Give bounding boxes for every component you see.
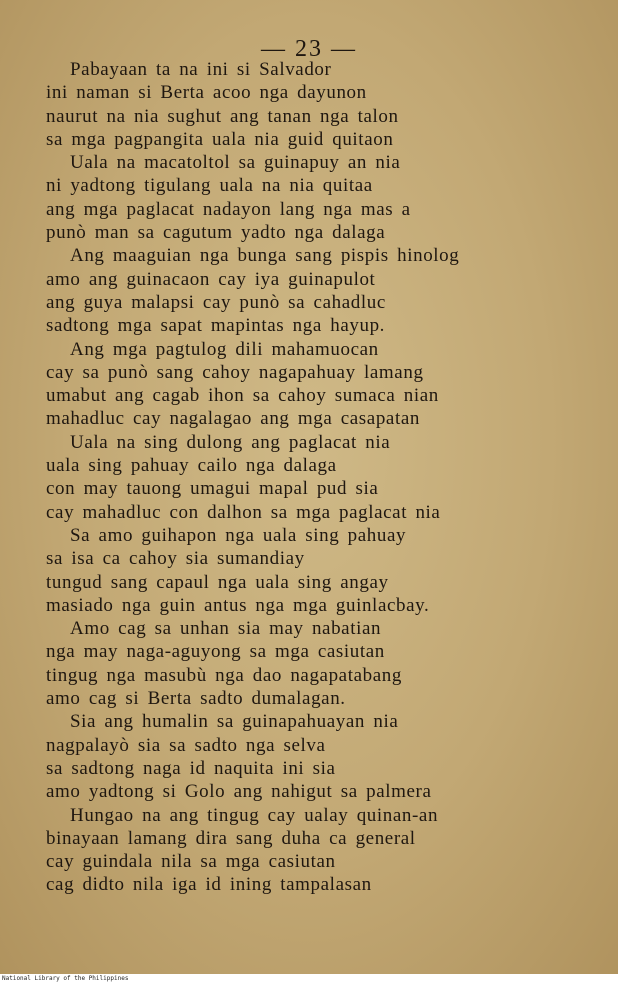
verse-line: cay mahadluc con dalhon sa mga paglacat nia xyxy=(46,501,441,523)
verse-line: nagpalayò sia sa sadto nga selva xyxy=(46,734,326,756)
verse-line: con may tauong umagui mapal pud sia xyxy=(46,478,379,500)
verse-line: mahadluc cay nagalagao ang mga casapatan xyxy=(46,408,420,430)
verse-line: sa mga pagpangita uala nia guid quitaon xyxy=(46,128,394,150)
verse-line: ang guya malapsi cay punò sa cahadluc xyxy=(46,291,386,313)
verse-line: nga may naga-aguyong sa mga casiutan xyxy=(46,641,385,663)
verse-line: umabut ang cagab ihon sa cahoy sumaca nian xyxy=(46,385,439,407)
stanza xyxy=(0,58,618,151)
verse-line: cay sa punò sang cahoy nagapahuay lamang xyxy=(46,361,424,383)
verse-line: Ang maaguian nga bunga sang pispis hinolog xyxy=(70,245,460,267)
verse-line: Amo cag sa unhan sia may nabatian xyxy=(70,618,382,640)
verse-line: Uala na sing dulong ang paglacat nia xyxy=(70,431,391,453)
verse-line: amo yadtong si Golo ang nahigut sa palmera xyxy=(46,781,432,803)
stanza xyxy=(0,244,618,337)
verse-line: Pabayaan ta na ini si Salvador xyxy=(70,59,332,80)
stanza xyxy=(0,617,618,710)
stanza xyxy=(0,804,618,897)
library-credit: National Library of the Philippines xyxy=(2,975,129,982)
stanza xyxy=(0,431,618,524)
verse-line: cay guindala nila sa mga casiutan xyxy=(46,851,336,873)
verse-line: masiado nga guin antus nga mga guinlacbay. xyxy=(46,594,430,616)
verse-line: amo cag si Berta sadto dumalagan. xyxy=(46,688,346,710)
footer-bar xyxy=(0,974,618,983)
verse-line: punò man sa cagutum yadto nga dalaga xyxy=(46,222,386,244)
verse-line: ang mga paglacat nadayon lang nga mas a xyxy=(46,198,411,220)
verse-line: sadtong mga sapat mapintas nga hayup. xyxy=(46,315,386,337)
verse-line: amo ang guinacaon cay iya guinapulot xyxy=(46,268,376,290)
verse-line: tingug nga masubù nga dao nagapatabang xyxy=(46,664,402,686)
verse-line: Uala na macatoltol sa guinapuy an nia xyxy=(70,152,401,174)
verse-line: ini naman si Berta acoo nga dayunon xyxy=(46,82,367,104)
verse-line: cag didto nila iga id ining tampalasan xyxy=(46,874,372,896)
verse-line: uala sing pahuay cailo nga dalaga xyxy=(46,455,337,477)
stanza xyxy=(0,338,618,431)
verse-line: Hungao na ang tingug cay ualay quinan-an xyxy=(70,804,439,826)
verse-line: sa sadtong naga id naquita ini sia xyxy=(46,757,336,779)
verse-line: sa isa ca cahoy sia sumandiay xyxy=(46,548,305,570)
verse-line: Sia ang humalin sa guinapahuayan nia xyxy=(70,711,399,733)
stanza xyxy=(0,524,618,617)
verse-line: binayaan lamang dira sang duha ca general xyxy=(46,827,416,849)
verse-line: Sa amo guihapon nga uala sing pahuay xyxy=(70,524,407,546)
verse-line: naurut na nia sughut ang tanan nga talon xyxy=(46,105,399,127)
stanza xyxy=(0,710,618,803)
page-number: — 23 — xyxy=(261,36,357,62)
verse-line: Ang mga pagtulog dili mahamuocan xyxy=(70,338,379,360)
verse-line: tungud sang capaul nga uala sing angay xyxy=(46,571,389,593)
stanza xyxy=(0,151,618,244)
poem-text xyxy=(0,58,618,897)
verse-line: ni yadtong tigulang uala na nia quitaa xyxy=(46,175,373,197)
